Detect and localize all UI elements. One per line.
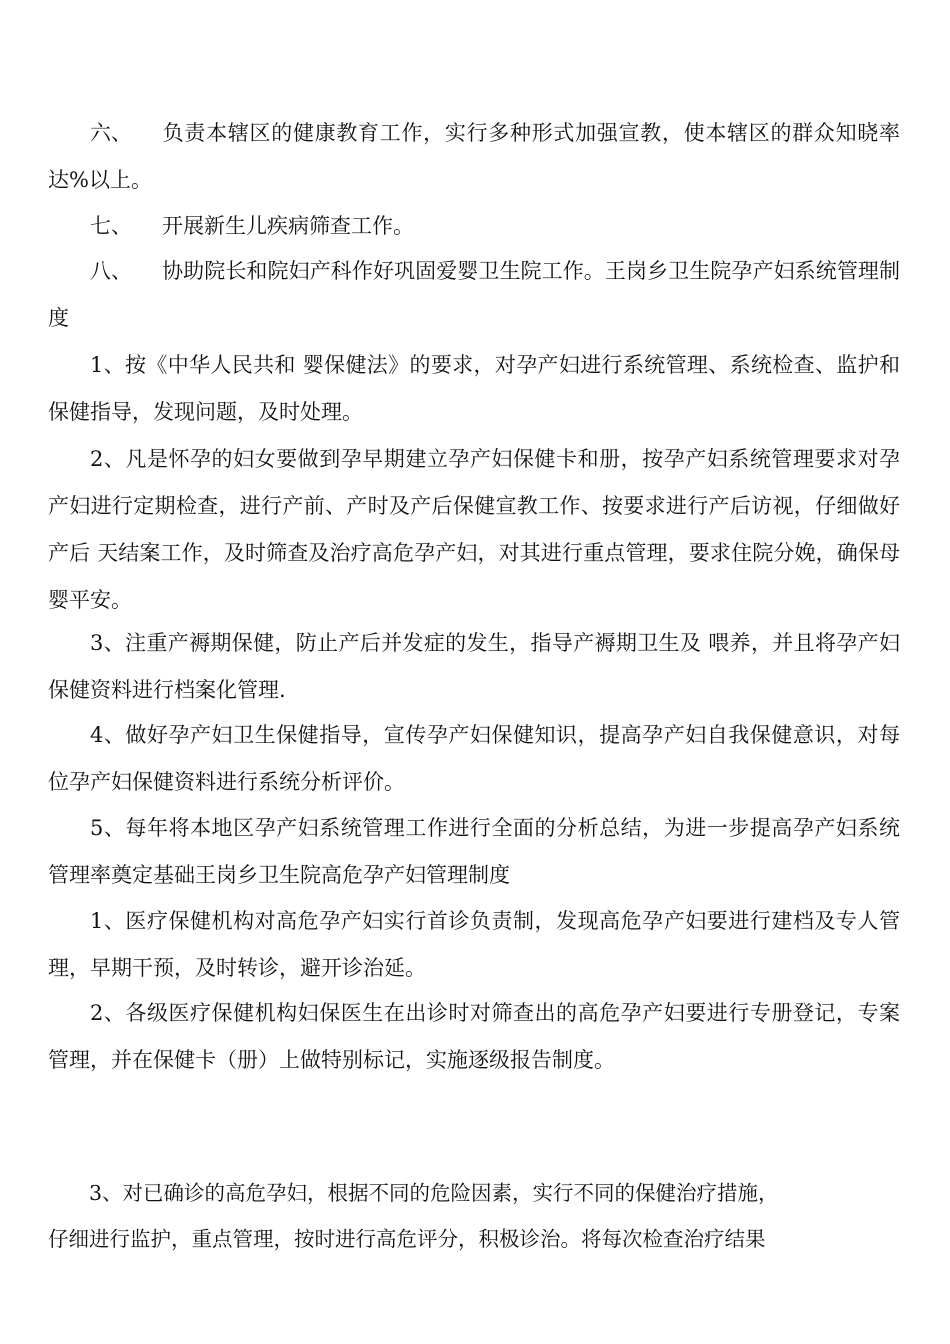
paragraph-item-4: 4、做好孕产妇卫生保健指导，宣传孕产妇保健知识，提高孕产妇自我保健意识，对每位孕产妇保健资料进行系统分析评价。 [48,723,900,794]
paragraph-item-3: 3、注重产褥期保健，防止产后并发症的发生，指导产褥期卫生及 喂养，并且将孕产妇保健资料进行档案化管理. [48,631,900,702]
paragraph-item-5: 5、每年将本地区孕产妇系统管理工作进行全面的分析总结，为进一步提高孕产妇系统管理率奠定基础王岗乡卫生院高危孕产妇管理制度 [48,816,900,887]
paragraph-8 [48,248,900,342]
paragraph-6 [48,110,900,204]
paragraph-text: 负责本辖区的健康教育工作，实行多种形式加强宣教，使本辖区的群众知晓率达%以上。 [48,121,900,192]
paragraph-text: 开展新生儿疾病筛查工作。 [162,214,414,238]
paragraph-item-1: 1、按《中华人民共和 婴保健法》的要求，对孕产妇进行系统管理、系统检查、监护和保健指导，发现问题，及时处理。 [48,353,900,424]
paragraph-line: 3、对已确诊的高危孕妇，根据不同的危险因素，实行不同的保健治疗措施， [89,1181,779,1205]
paragraph-number: 八、 [90,259,132,283]
paragraph-item-2: 2、凡是怀孕的妇女要做到孕早期建立孕产妇保健卡和册，按孕产妇系统管理要求对孕产妇进行定期检查，进行产前、产时及产后保健宣教工作、按要求进行产后访视，仔细做好产后 天结案工作，及时筛查及治疗高危孕产妇，对其进行重点管理，要求住院分娩，确保母婴平安。 [48,447,900,612]
paragraph-highrisk-3 [48,1170,900,1262]
paragraph-number: 七、 [90,214,132,238]
paragraph-line: 仔细进行监护，重点管理，按时进行高危评分，积极诊治。将每次检查治疗结果 [48,1227,766,1251]
paragraph-text: 协助院长和院妇产科作好巩固爱婴卫生院工作。王岗乡卫生院孕产妇系统管理制度 [48,259,900,330]
paragraph-highrisk-1: 1、医疗保健机构对高危孕产妇实行首诊负责制，发现高危孕产妇要进行建档及专人管理，早期干预，及时转诊，避开诊治延。 [48,909,900,980]
paragraph-7 [48,203,900,250]
paragraph-number: 六、 [90,121,132,145]
paragraph-highrisk-2: 2、各级医疗保健机构妇保医生在出诊时对筛查出的高危孕产妇要进行专册登记，专案管理，并在保健卡（册）上做特别标记，实施逐级报告制度。 [48,1001,900,1072]
